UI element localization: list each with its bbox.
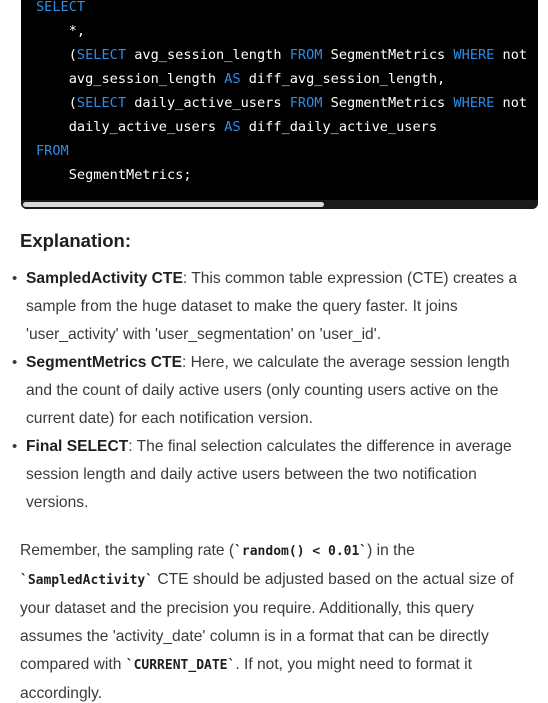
bullet-icon: • (12, 438, 18, 455)
bullet-text: : The final selection calculates the difference in average session length and daily active users between the two notification versions. (26, 438, 512, 511)
bullet-text: : This common table expression (CTE) creates a sample from the huge dataset to make the query faster. It joins 'user_activity' with 'user_segmentation' on 'user_id'. (26, 270, 518, 343)
inline-code: `random() < 0.01` (234, 544, 368, 559)
list-item (8, 265, 528, 349)
explanation-heading: Explanation: (20, 230, 132, 251)
bullet-text: : Here, we calculate the average session length and the count of daily active users (only counting users active on the current date) for each notification version. (26, 354, 510, 427)
code-line: (SELECT avg_session_length FROM SegmentMetrics WHERE not (36, 47, 528, 63)
list-item (8, 433, 528, 517)
summary-paragraph: Remember, the sampling rate (`random() < 0.01`) in the `SampledActivity` CTE should be adjusted based on the actual size of your dataset and the precision you require. Additionally, this query assumes the 'activity_date' column is in a format that can be directly compared with `CURRENT_DATE`. If not, you might need to format it accordingly. (20, 542, 514, 702)
code-line: *, (36, 23, 86, 39)
list-item (8, 349, 528, 433)
code-block (21, 0, 538, 209)
bullet-title: Final SELECT (26, 438, 129, 455)
inline-code: `CURRENT_DATE` (125, 658, 236, 673)
scrollbar-thumb[interactable] (23, 202, 324, 207)
bullet-title: SampledActivity CTE (26, 270, 183, 287)
inline-code: `SampledActivity` (20, 573, 154, 588)
explanation-list (8, 265, 528, 517)
code-line: avg_session_length AS diff_avg_session_length, (36, 71, 446, 87)
code-line: SELECT (36, 0, 86, 15)
code-line: SegmentMetrics; (36, 167, 192, 183)
code-line: FROM (36, 143, 69, 159)
horizontal-scrollbar[interactable] (21, 200, 538, 209)
bullet-icon: • (12, 270, 18, 287)
bullet-title: SegmentMetrics CTE (26, 354, 182, 371)
code-line: (SELECT daily_active_users FROM SegmentMetrics WHERE not (36, 95, 528, 111)
code-line: daily_active_users AS diff_daily_active_users (36, 119, 438, 135)
bullet-icon: • (12, 354, 18, 371)
